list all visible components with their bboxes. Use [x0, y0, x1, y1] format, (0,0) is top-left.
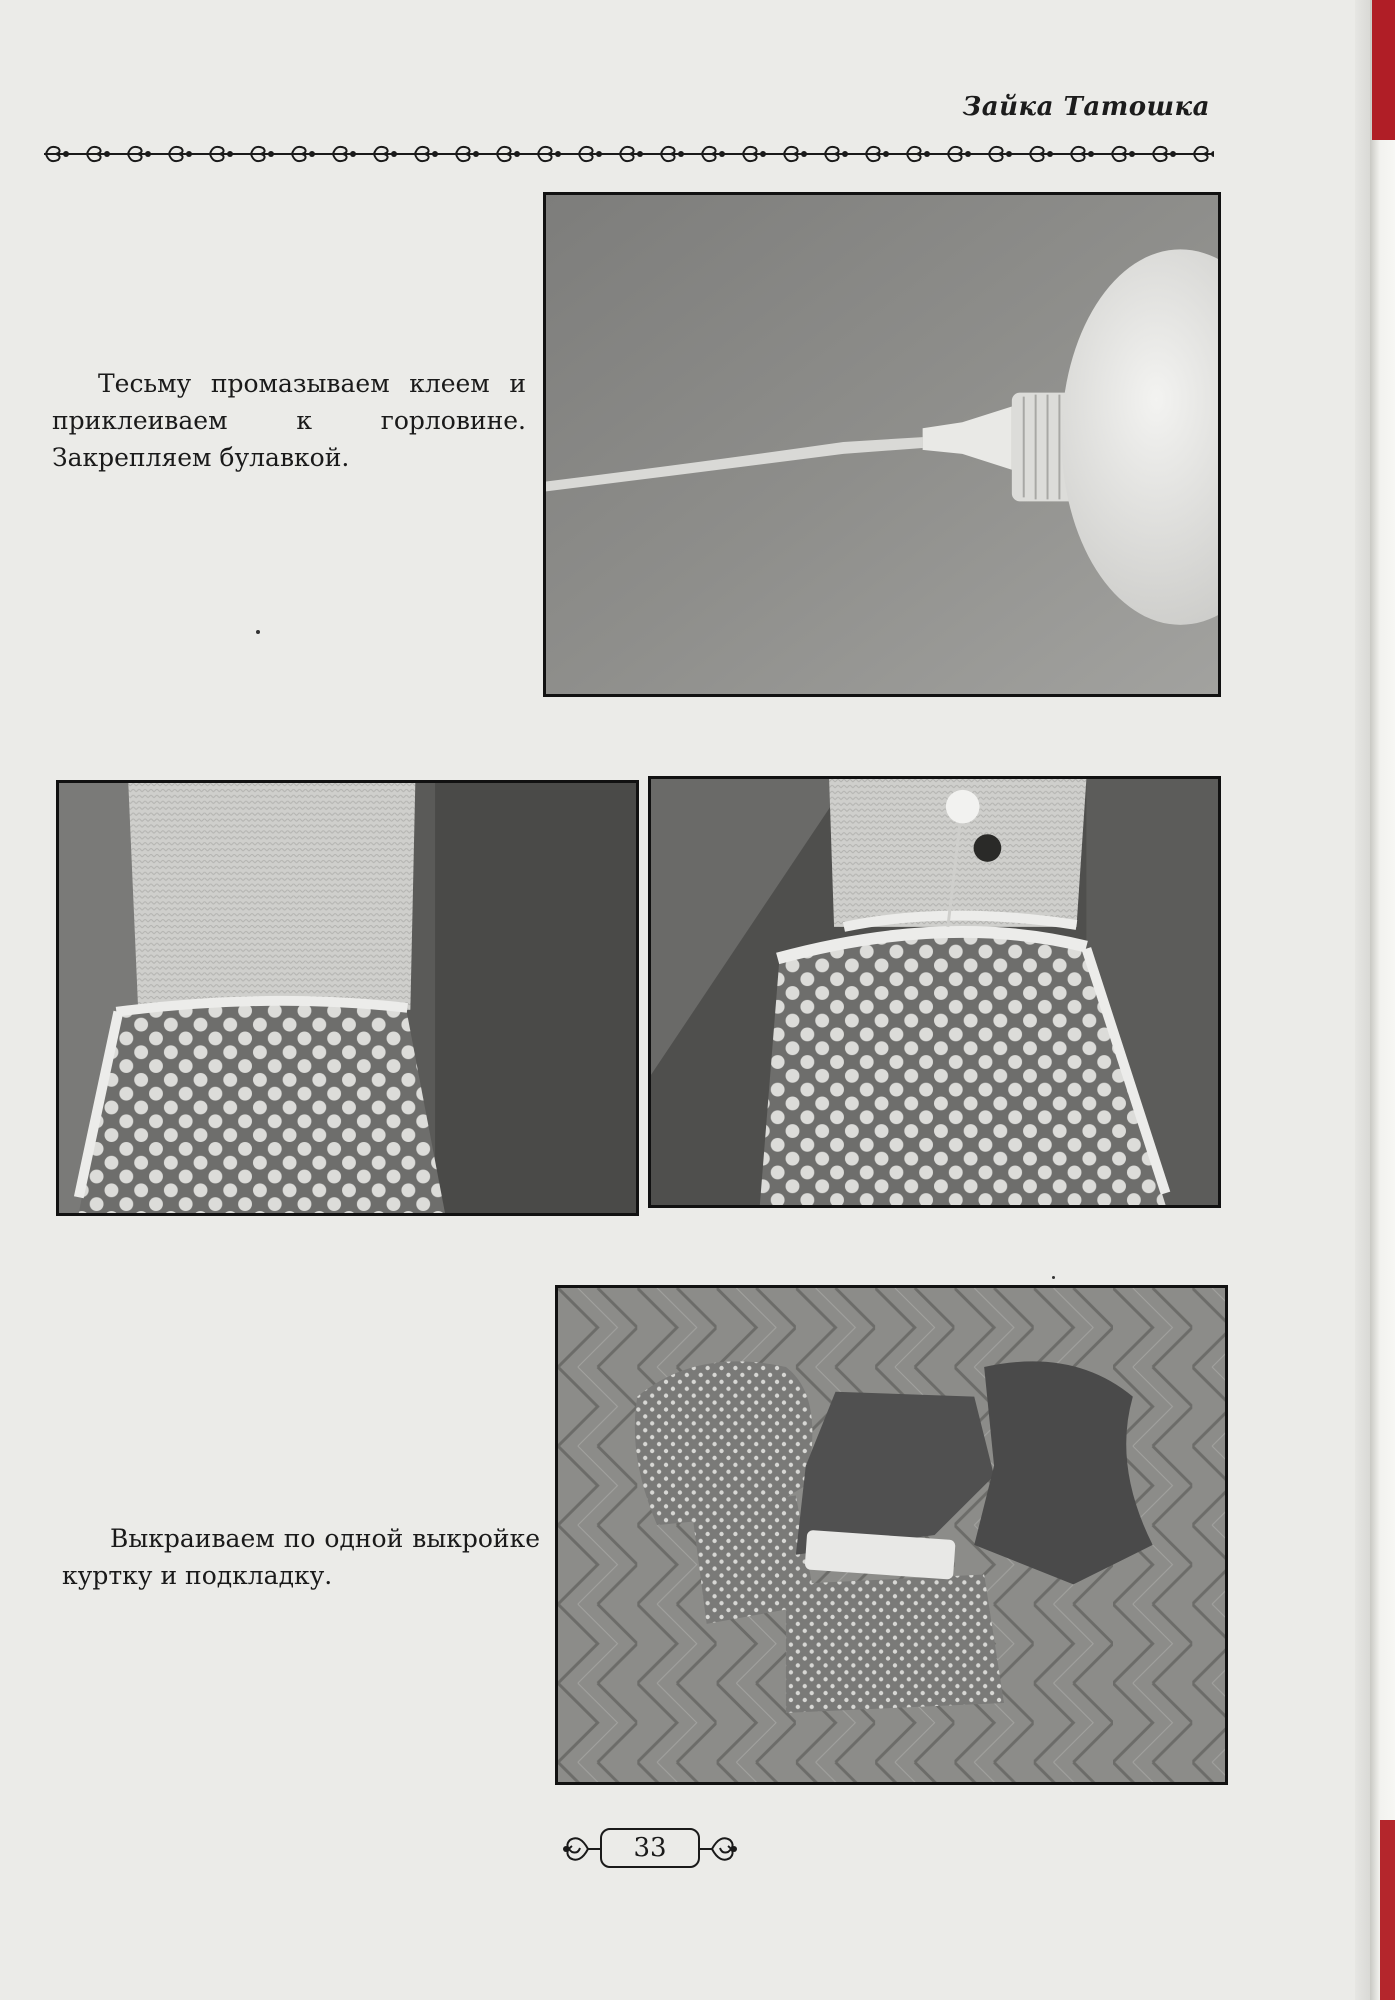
running-title: Зайка Татошка — [962, 92, 1210, 122]
print-speck — [256, 630, 260, 634]
ornament-scroll-icon — [560, 1826, 604, 1872]
ornament-border-icon — [44, 138, 1214, 170]
cover-red-accent-bottom — [1380, 1820, 1395, 2000]
book-cover-edge — [1370, 0, 1395, 2000]
photo-fabric-pieces — [555, 1285, 1228, 1785]
print-speck — [1052, 1276, 1055, 1279]
cover-red-accent — [1372, 0, 1395, 140]
photo-tape-pinned — [648, 776, 1221, 1208]
page-number-block — [560, 1822, 740, 1878]
ornament-scroll-icon — [696, 1826, 740, 1872]
photo-glue-bottle — [543, 192, 1221, 697]
caption-cutting-step: Выкраиваем по одной выкройке куртку и подкладку. — [62, 1524, 540, 1590]
page-number: 33 — [633, 1833, 667, 1863]
photo-tape-on-neck — [56, 780, 639, 1216]
caption-glue-step: Тесьму промазываем клеем и приклеиваем к горловине. Закрепляем булавкой. — [52, 369, 526, 472]
